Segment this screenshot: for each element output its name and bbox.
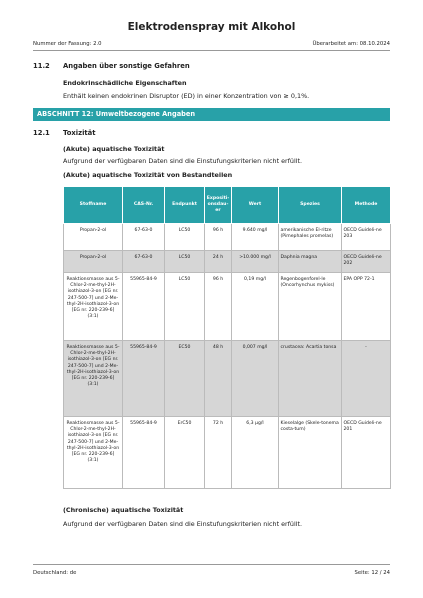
cell-value: 0,19 mg/l <box>232 273 279 341</box>
cell-method: OECD Guideli-ne 202 <box>342 251 391 273</box>
cell-species: crustacea: Acartia tonsa <box>279 341 342 417</box>
table-row <box>64 224 391 251</box>
footer-divider <box>33 564 390 565</box>
cell-cas: 55965-84-9 <box>123 417 165 489</box>
column-header-endpoint: Endpunkt <box>165 187 205 224</box>
cell-method: EPA OPP 72-1 <box>342 273 391 341</box>
cell-cas: 55965-84-9 <box>123 341 165 417</box>
cell-method: OECD Guideli-ne 203 <box>342 224 391 251</box>
cell-endpoint: LC50 <box>165 224 205 251</box>
cell-value: >10.000 mg/l <box>232 251 279 273</box>
cell-species: Daphnia magna <box>279 251 342 273</box>
chronic-toxicity-text: Aufgrund der verfügbaren Daten sind die Einstufungskriterien nicht erfüllt. <box>63 520 303 528</box>
version-number: Nummer der Fassung: 2.0 <box>33 41 102 47</box>
footer-country: Deutschland: de <box>33 570 77 576</box>
table-row <box>64 273 391 341</box>
cell-endpoint: LC50 <box>165 273 205 341</box>
cell-species: Kieselalge (Skele-tonema costa-tum) <box>279 417 342 489</box>
section-12-1-title: Toxizität <box>63 129 96 137</box>
cell-species: Regenbogenforel-le (Oncorhynchus mykiss) <box>279 273 342 341</box>
cell-method: OECD Guideli-ne 201 <box>342 417 391 489</box>
column-header-duration: Expositi-onsdau-er <box>205 187 232 224</box>
cell-duration: 72 h <box>205 417 232 489</box>
cell-endpoint: LC50 <box>165 251 205 273</box>
column-header-value: Wert <box>232 187 279 224</box>
cell-duration: 24 h <box>205 251 232 273</box>
table-row <box>64 251 391 273</box>
cell-endpoint: ErC50 <box>165 417 205 489</box>
table-header-row <box>64 187 391 224</box>
cell-duration: 96 h <box>205 224 232 251</box>
cell-cas: 67-63-0 <box>123 251 165 273</box>
section-11-2-number: 11.2 <box>33 62 50 70</box>
acute-toxicity-text: Aufgrund der verfügbaren Daten sind die Einstufungskriterien nicht erfüllt. <box>63 157 303 165</box>
toxicity-table <box>63 186 391 489</box>
cell-substance: Reaktionsmasse aus 5-Chlor-2-me-thyl-2H-isothiazol-3-on [EG nr. 247-500-7] und 2-Me-thyl-2H-isothiazol-3-on [EG nr. 220-239-6] (3:1) <box>64 341 123 417</box>
table-row <box>64 341 391 417</box>
acute-toxicity-heading: (Akute) aquatische Toxizität <box>63 145 165 153</box>
cell-cas: 55965-84-9 <box>123 273 165 341</box>
cell-endpoint: EC50 <box>165 341 205 417</box>
section-12-banner: ABSCHNITT 12: Umweltbezogene Angaben <box>33 108 390 121</box>
section-12-1-number: 12.1 <box>33 129 50 137</box>
cell-value: 0,007 mg/l <box>232 341 279 417</box>
cell-duration: 96 h <box>205 273 232 341</box>
page-number: Seite: 12 / 24 <box>354 570 390 576</box>
cell-value: 9.640 mg/l <box>232 224 279 251</box>
endocrine-text: Enthält keinen endokrinen Disruptor (ED) in einer Konzentration von ≥ 0,1%. <box>63 92 310 100</box>
cell-value: 6,3 µg/l <box>232 417 279 489</box>
document-title: Elektrodenspray mit Alkohol <box>127 21 296 33</box>
column-header-species: Spezies <box>279 187 342 224</box>
header-divider <box>33 50 390 51</box>
chronic-toxicity-heading: (Chronische) aquatische Toxizität <box>63 506 184 514</box>
component-toxicity-heading: (Akute) aquatische Toxizität von Bestandteilen <box>63 171 233 179</box>
cell-substance: Propan-2-ol <box>64 251 123 273</box>
column-header-cas: CAS-Nr. <box>123 187 165 224</box>
table-row <box>64 417 391 489</box>
revision-date: Überarbeitet am: 08.10.2024 <box>312 41 390 47</box>
section-11-2-title: Angaben über sonstige Gefahren <box>63 62 190 70</box>
cell-substance: Propan-2-ol <box>64 224 123 251</box>
cell-cas: 67-63-0 <box>123 224 165 251</box>
cell-substance: Reaktionsmasse aus 5-Chlor-2-me-thyl-2H-isothiazol-3-on [EG nr. 247-500-7] und 2-Me-thyl-2H-isothiazol-3-on [EG nr. 220-239-6] (3:1) <box>64 273 123 341</box>
cell-duration: 48 h <box>205 341 232 417</box>
column-header-substance: Stoffname <box>64 187 123 224</box>
endocrine-heading: Endokrinschädliche Eigenschaften <box>63 79 187 87</box>
column-header-method: Methode <box>342 187 391 224</box>
cell-species: amerikanische El-ritze (Pimephales promelas) <box>279 224 342 251</box>
cell-substance: Reaktionsmasse aus 5-Chlor-2-me-thyl-2H-isothiazol-3-on [EG nr. 247-500-7] und 2-Me-thyl-2H-isothiazol-3-on [EG nr. 220-239-6] (3:1) <box>64 417 123 489</box>
cell-method: - <box>342 341 391 417</box>
